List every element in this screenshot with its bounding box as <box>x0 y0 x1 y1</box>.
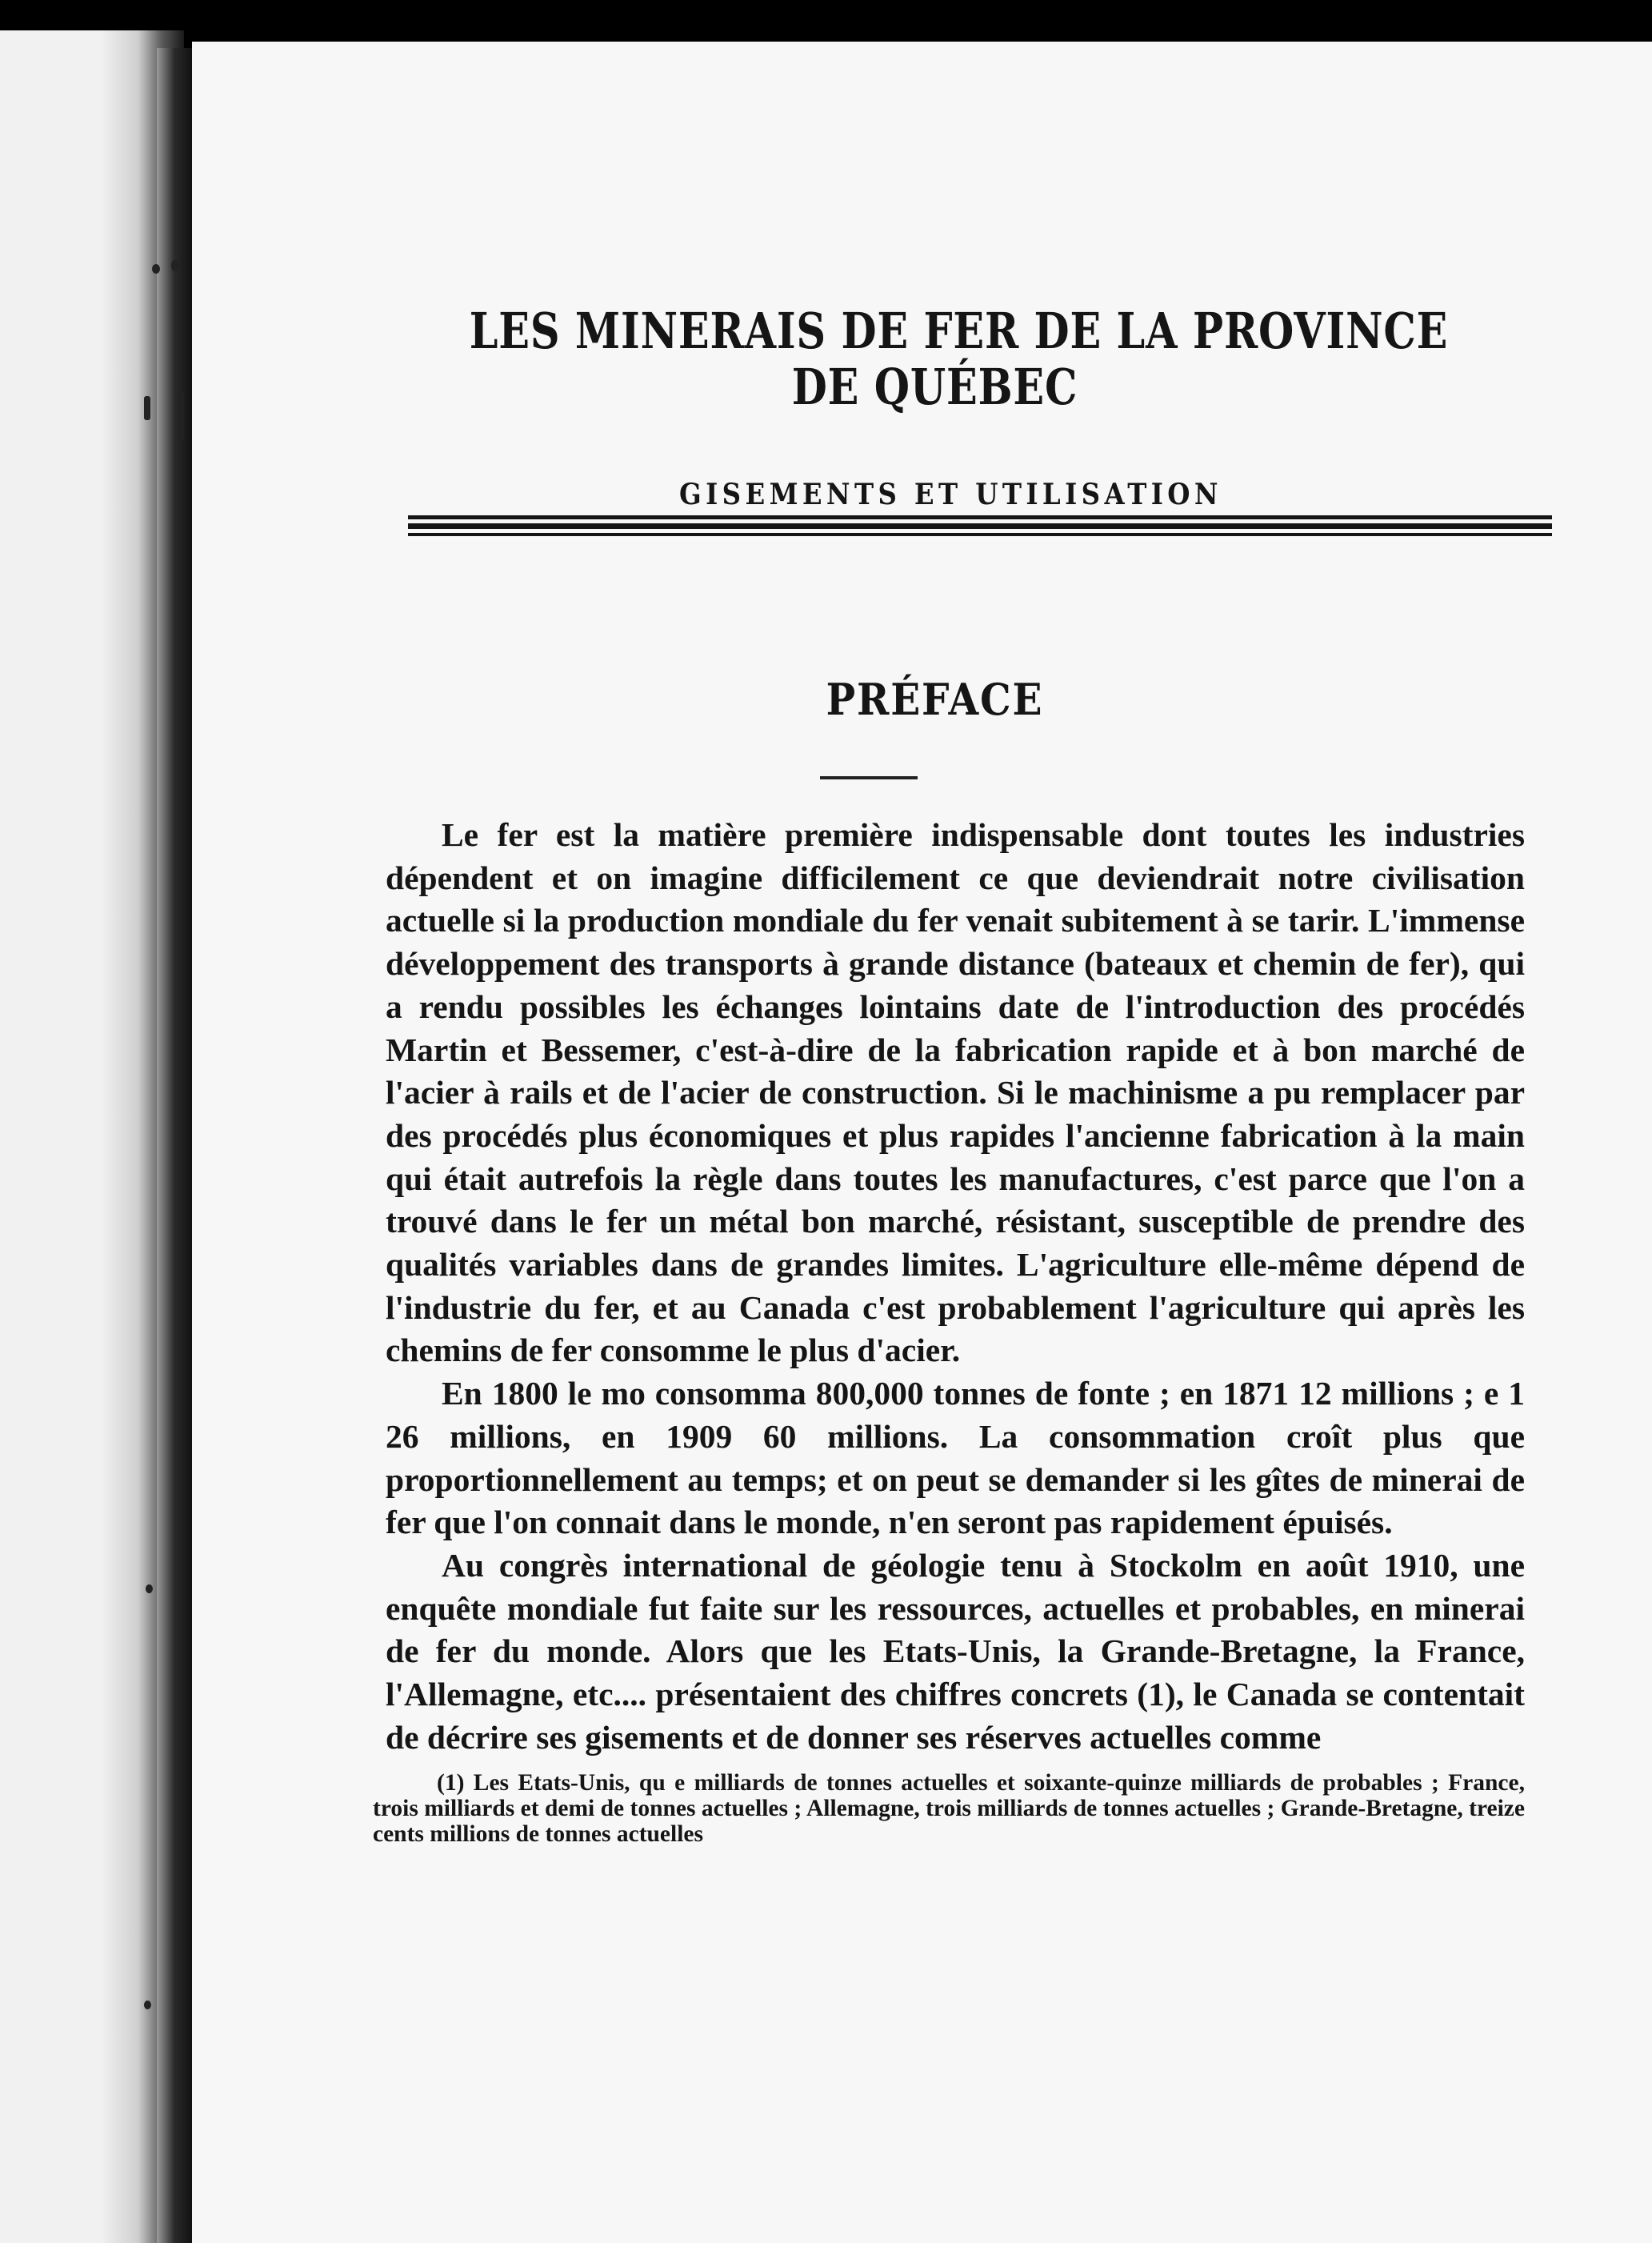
document-title-line-2: DE QUÉBEC <box>791 358 1078 416</box>
paragraph: Au congrès international de géologie tenu à Stockolm en août 1910, une enquête mondiale fut faite sur les ressources, actuelles et probables, en minerai de fer du monde. Alors que les Etats-Unis, la Grande-Bretagne, la France, l'Allemagne, etc.... présentaient des chiffres concrets (1), le Canada se contentait de décrire ses gisements et de donner ses réserves actuelles comme <box>386 1546 1525 1756</box>
scan-speck <box>152 264 160 274</box>
document-subtitle: GISEMENTS ET UTILISATION <box>679 478 1222 511</box>
decorative-rule-middle <box>408 523 1552 529</box>
document-page <box>192 42 1652 2243</box>
scan-speck <box>178 392 184 440</box>
scan-speck <box>146 1584 153 1593</box>
section-divider <box>820 776 918 779</box>
scan-speck <box>144 2001 151 2009</box>
footnote <box>373 1770 1525 1847</box>
decorative-rule-top <box>408 515 1552 519</box>
section-title: PRÉFACE <box>826 674 1044 725</box>
document-title-line-1: LES MINERAIS DE FER DE LA PROVINCE <box>469 302 1449 360</box>
decorative-rule-bottom <box>408 533 1552 536</box>
paragraph: En 1800 le mo consomma 800,000 tonnes de fonte ; en 1871 12 millions ; e 1 26 millions, en 1909 60 millions. La consommation croît plus que proportionnellement au temps; et on peut se demander si les gîtes de minerai de fer que l'on connait dans le monde, n'en seront pas rapidement épuisés. <box>386 1375 1525 1541</box>
scan-speck <box>171 260 178 271</box>
body-text <box>386 814 1525 1759</box>
gutter-shadow <box>157 48 192 2243</box>
paragraph: Le fer est la matière première indispensable dont toutes les industries dépendent et on imagine difficilement ce que deviendrait notre civilisation actuelle si la production mondiale du fer venait subitement à se tarir. L'immense développement des transports à grande distance (bateaux et chemin de fer), qui a rendu possibles les échanges lointains date de l'introduction des procédés Martin et Bessemer, c'est-à-dire de la fabrication rapide et à bon marché de l'acier à rails et de l'acier de construction. Si le machinisme a pu remplacer par des procédés plus économiques et plus rapides l'ancienne fabrication à la main qui était autrefois la règle dans toutes les manufactures, c'est parce que l'on a trouvé dans le fer un métal bon marché, résistant, susceptible de prendre des qualités variables dans de grandes limites. L'agriculture elle-même dépend de l'industrie du fer, et au Canada c'est probablement l'agriculture qui après les chemins de fer consomme le plus d'acier. <box>386 816 1525 1369</box>
scan-speck <box>144 396 150 420</box>
footnote-text: (1) Les Etats-Unis, qu e milliards de tonnes actuelles et soixante-quinze milliards de probables ; France, trois milliards et demi de tonnes actuelles ; Allemagne, trois milliards de tonnes actuelles ; Grande-Bretagne, treize cents millions de tonnes actuelles <box>373 1770 1525 1847</box>
